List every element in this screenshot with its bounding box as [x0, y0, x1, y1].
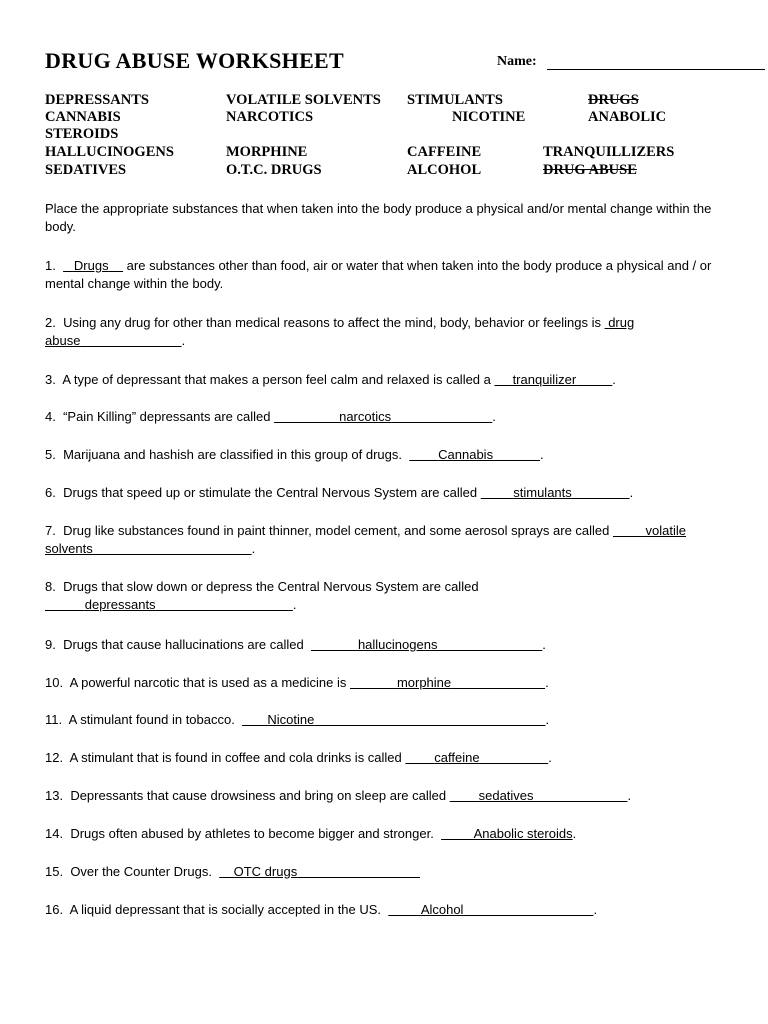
question-number: 11. — [45, 712, 63, 727]
question-text: Marijuana and hashish are classified in this group of drugs. — [63, 447, 406, 462]
question-text: Drugs often abused by athletes to become bigger and stronger. — [70, 826, 438, 841]
answer-text: Alcohol — [420, 902, 464, 917]
question-text: A type of depressant that makes a person feel calm and relaxed is called a — [62, 372, 495, 387]
question-text: A stimulant found in tobacco. — [68, 712, 239, 727]
question-number: 13. — [45, 788, 64, 803]
question-7 — [45, 522, 735, 558]
bank-word: CAFFEINE — [407, 144, 482, 160]
question-8 — [45, 578, 735, 614]
answer-blank[interactable] — [409, 447, 540, 462]
answer-blank[interactable] — [495, 372, 613, 387]
answer-blank[interactable] — [350, 675, 545, 690]
question-6 — [45, 484, 735, 502]
question-3 — [45, 371, 735, 389]
answer-blank[interactable] — [450, 788, 628, 803]
question-number: 3. — [45, 372, 56, 387]
question-number: 2. — [45, 315, 56, 330]
question-number: 7. — [45, 523, 56, 538]
question-number: 8. — [45, 579, 56, 594]
answer-blank[interactable] — [45, 597, 293, 612]
question-text: A stimulant that is found in coffee and cola drinks is called — [69, 750, 406, 765]
question-number: 15. — [45, 864, 64, 879]
question-text-after: . — [627, 788, 632, 803]
question-16 — [45, 901, 735, 919]
question-text: Drug like substances found in paint thinner, model cement, and some aerosol sprays are called — [63, 523, 613, 538]
bank-word: NICOTINE — [452, 109, 526, 125]
answer-text: tranquilizer — [512, 372, 577, 387]
answer-text: OTC drugs — [233, 864, 298, 879]
question-text-after: . — [292, 597, 297, 612]
question-text-after: . — [251, 541, 256, 556]
question-text-after: . — [542, 637, 546, 652]
worksheet-title: DRUG ABUSE WORKSHEET — [45, 48, 345, 73]
bank-word: DEPRESSANTS — [45, 92, 149, 108]
question-15 — [45, 863, 735, 881]
name-field — [497, 54, 767, 70]
answer-text: morphine — [396, 675, 452, 690]
bank-word: NARCOTICS — [226, 109, 314, 125]
question-10 — [45, 674, 735, 692]
question-number: 1. — [45, 258, 56, 273]
bank-word: SEDATIVES — [45, 162, 127, 178]
question-text: Drugs that slow down or depress the Central Nervous System are called — [63, 579, 479, 594]
answer-text: Drugs — [73, 258, 109, 273]
answer-text: Nicotine — [267, 712, 315, 727]
question-text-after: . — [572, 826, 577, 841]
question-12 — [45, 749, 735, 767]
question-number: 12. — [45, 750, 64, 765]
question-text: “Pain Killing” depressants are called — [63, 409, 275, 424]
bank-word: O.T.C. DRUGS — [226, 162, 322, 178]
answer-text: caffeine — [434, 750, 480, 765]
bank-word-crossed: DRUG ABUSE — [543, 162, 637, 178]
question-text-after: . — [593, 902, 598, 917]
bank-word: VOLATILE SOLVENTS — [226, 92, 381, 108]
question-number: 4. — [45, 409, 56, 424]
name-blank-line — [547, 69, 765, 70]
question-number: 10. — [45, 675, 64, 690]
bank-word: STEROIDS — [45, 126, 119, 142]
instructions: Place the appropriate substances that when taken into the body produce a physical and/or mental change within the body. — [45, 201, 712, 234]
bank-word: CANNABIS — [45, 109, 121, 125]
question-text: Depressants that cause drowsiness and bring on sleep are called — [70, 788, 450, 803]
bank-word: HALLUCINOGENS — [45, 144, 174, 160]
question-1 — [45, 257, 735, 293]
question-9 — [45, 636, 735, 654]
bank-word: ALCOHOL — [407, 162, 482, 178]
question-text: Over the Counter Drugs. — [70, 864, 216, 879]
name-label: Name: — [497, 54, 537, 69]
question-text: Drugs that cause hallucinations are called — [63, 637, 308, 652]
question-14 — [45, 825, 735, 843]
question-text: Drugs that speed up or stimulate the Central Nervous System are called — [63, 485, 481, 500]
answer-text: depressants — [84, 597, 156, 612]
answer-blank[interactable] — [388, 902, 593, 917]
answer-blank[interactable] — [405, 750, 548, 765]
question-text-after: . — [540, 447, 544, 462]
question-number: 6. — [45, 485, 56, 500]
question-5 — [45, 446, 735, 464]
question-2 — [45, 314, 735, 350]
answer-text: hallucinogens — [357, 637, 438, 652]
question-text-after: . — [629, 485, 634, 500]
answer-text: drug abuse — [45, 315, 635, 348]
bank-word: ANABOLIC — [588, 109, 667, 125]
question-number: 5. — [45, 447, 56, 462]
answer-blank[interactable] — [63, 258, 123, 273]
question-text: A liquid depressant that is socially accepted in the US. — [69, 902, 385, 917]
answer-blank[interactable] — [441, 826, 573, 841]
bank-word: MORPHINE — [226, 144, 308, 160]
question-text-after: . — [492, 409, 496, 424]
answer-text: stimulants — [513, 485, 572, 500]
question-13 — [45, 787, 735, 805]
bank-word: TRANQUILLIZERS — [543, 144, 675, 160]
question-text: Using any drug for other than medical reasons to affect the mind, body, behavior or feelings is — [63, 315, 605, 330]
answer-text: sedatives — [478, 788, 534, 803]
question-11 — [45, 711, 735, 729]
question-text-after: . — [545, 675, 549, 690]
question-text-after: . — [545, 712, 550, 727]
answer-text: volatile solvents — [45, 523, 686, 556]
question-4 — [45, 408, 735, 426]
answer-text: narcotics — [339, 409, 392, 424]
answer-blank[interactable] — [311, 637, 542, 652]
bank-word-crossed: DRUGS — [588, 92, 639, 108]
question-text-after: are substances other than food, air or water that when taken into the body produce a physical and / or mental change within the body. — [45, 258, 712, 291]
question-text: A powerful narcotic that is used as a medicine is — [69, 675, 350, 690]
question-text-after: . — [548, 750, 552, 765]
question-number: 9. — [45, 637, 56, 652]
question-text-after: . — [612, 372, 616, 387]
answer-text: Anabolic steroids — [473, 826, 573, 841]
answer-text: Cannabis — [438, 447, 494, 462]
answer-blank[interactable] — [481, 485, 630, 500]
answer-blank[interactable] — [242, 712, 545, 727]
question-number: 14. — [45, 826, 64, 841]
answer-blank[interactable] — [219, 864, 420, 879]
question-number: 16. — [45, 902, 64, 917]
bank-word: STIMULANTS — [407, 92, 503, 108]
answer-blank[interactable] — [274, 409, 492, 424]
question-text-after: . — [181, 333, 186, 348]
